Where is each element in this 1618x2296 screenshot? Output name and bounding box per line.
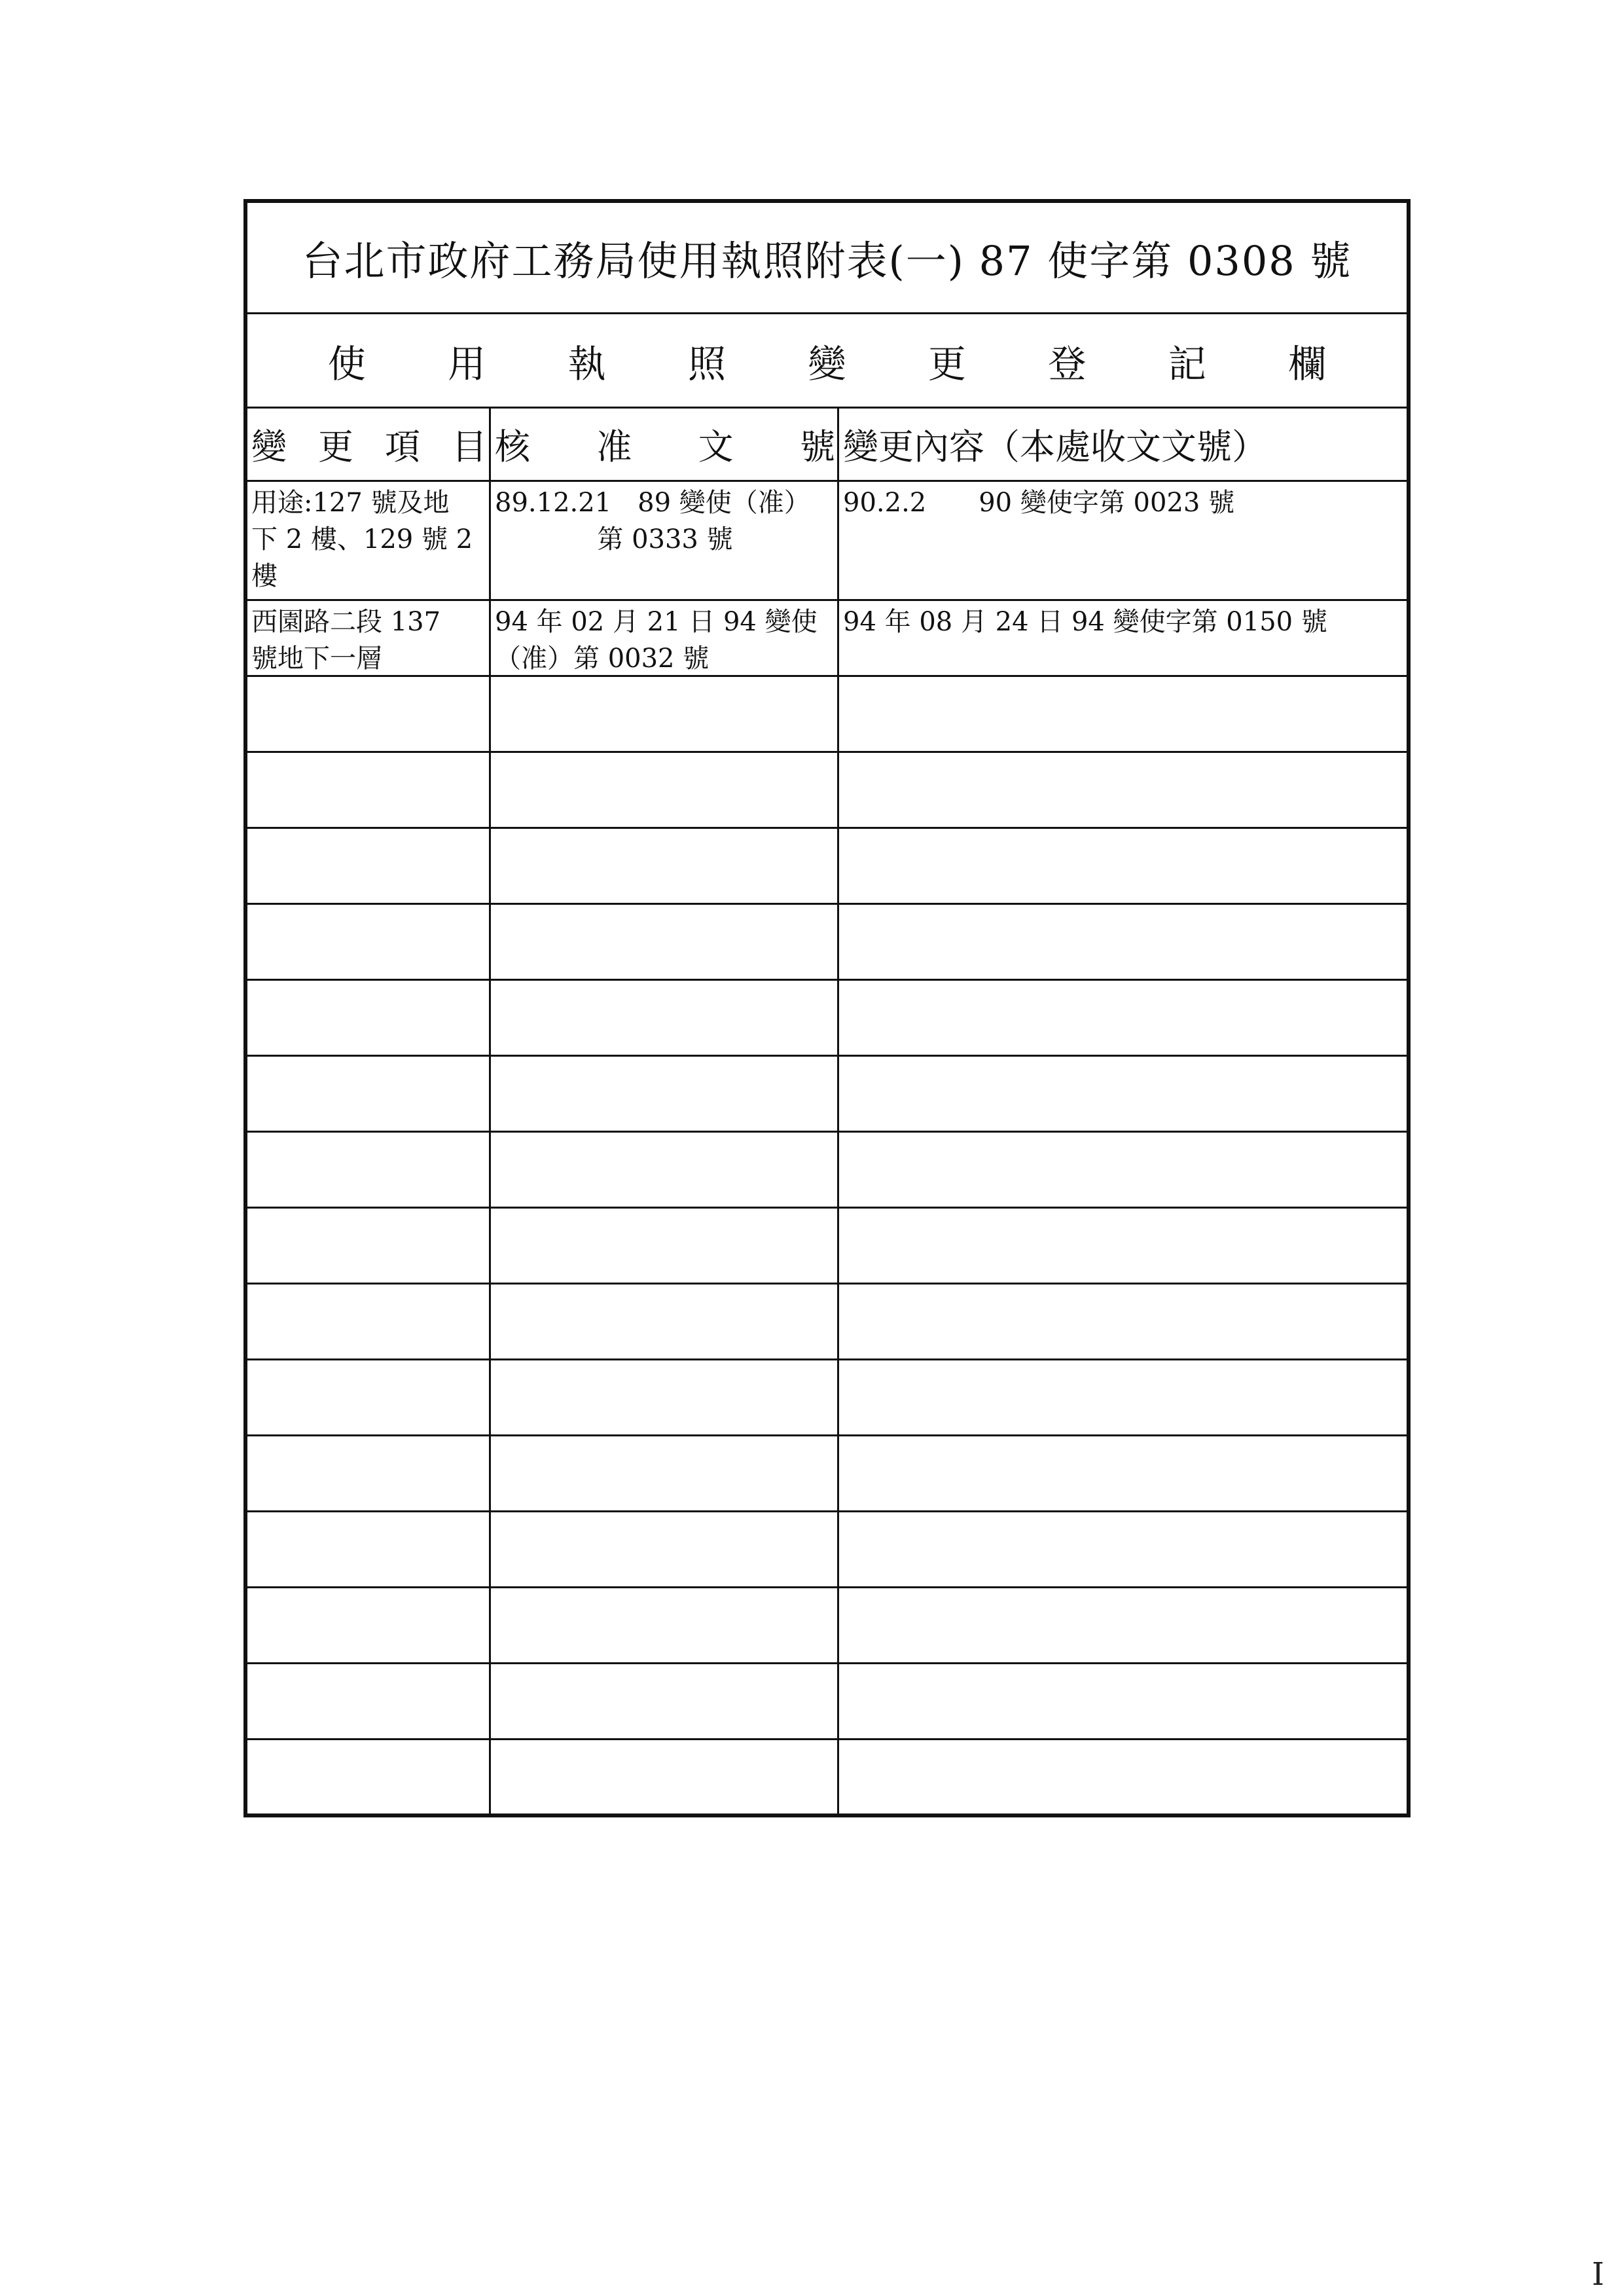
header-char: 號 — [799, 426, 835, 467]
empty-row — [247, 1740, 1407, 1815]
cell-line: 下 2 樓、129 號 2 — [251, 524, 473, 555]
header-char: 文 — [698, 426, 734, 467]
table-row — [247, 601, 1407, 677]
header-char: 准 — [596, 426, 632, 467]
table-body — [247, 482, 1407, 1815]
cell-line: 94 年 08 月 24 日 94 變使字第 0150 號 — [843, 607, 1327, 637]
form-title: 台北市政府工務局使用執照附表(一) 87 使字第 0308 號 — [247, 203, 1407, 314]
header-approval-number — [491, 409, 839, 480]
table-header — [247, 409, 1407, 482]
cell-line: （准）第 0032 號 — [495, 644, 710, 674]
subtitle-char: 欄 — [1288, 341, 1327, 386]
change-content-cell — [839, 482, 1411, 599]
cell-line: 西園路二段 137 — [251, 607, 441, 637]
subtitle-char: 使 — [327, 341, 366, 386]
header-change-content: 變更內容（本處收文文號） — [843, 426, 1267, 467]
header-char: 核 — [495, 426, 530, 467]
approval-number-cell — [491, 482, 839, 599]
empty-row — [247, 1512, 1407, 1588]
empty-row — [247, 1436, 1407, 1512]
empty-row — [247, 753, 1407, 829]
header-char: 更 — [318, 426, 353, 467]
cell-line: 90.2.2 90 變使字第 0023 號 — [843, 488, 1235, 518]
header-change-item — [247, 409, 491, 480]
empty-row — [247, 1133, 1407, 1209]
subtitle-char: 用 — [448, 341, 486, 386]
cell-line: 用途:127 號及地 — [251, 488, 450, 518]
empty-row — [247, 829, 1407, 905]
empty-row — [247, 1360, 1407, 1436]
cell-line: 第 0333 號 — [597, 524, 733, 555]
empty-row — [247, 1285, 1407, 1360]
approval-number-cell — [491, 601, 839, 675]
header-char: 變 — [251, 426, 287, 467]
subtitle-char: 記 — [1168, 341, 1206, 386]
license-change-form — [243, 199, 1411, 1817]
change-content-cell — [839, 601, 1411, 675]
empty-row — [247, 1588, 1407, 1664]
cell-line: 94 年 02 月 21 日 94 變使 — [495, 607, 818, 637]
cell-line: 號地下一層 — [251, 644, 382, 674]
cell-line: 89.12.21 89 變使（准） — [495, 488, 810, 518]
empty-row — [247, 1057, 1407, 1133]
change-item-cell — [247, 482, 491, 599]
subtitle-char: 登 — [1048, 341, 1087, 386]
subtitle-char: 照 — [688, 341, 727, 386]
empty-row — [247, 1209, 1407, 1285]
form-subtitle — [247, 314, 1407, 409]
header-char: 項 — [385, 426, 420, 467]
empty-row — [247, 677, 1407, 753]
empty-row — [247, 1664, 1407, 1740]
cell-line: 樓 — [251, 561, 278, 591]
table-row — [247, 482, 1407, 601]
subtitle-char: 執 — [567, 341, 606, 386]
page-mark: I — [1592, 2256, 1604, 2293]
empty-row — [247, 905, 1407, 981]
change-item-cell — [247, 601, 491, 675]
subtitle-char: 更 — [927, 341, 966, 386]
subtitle-char: 變 — [808, 341, 846, 386]
empty-row — [247, 981, 1407, 1057]
header-char: 目 — [452, 426, 487, 467]
